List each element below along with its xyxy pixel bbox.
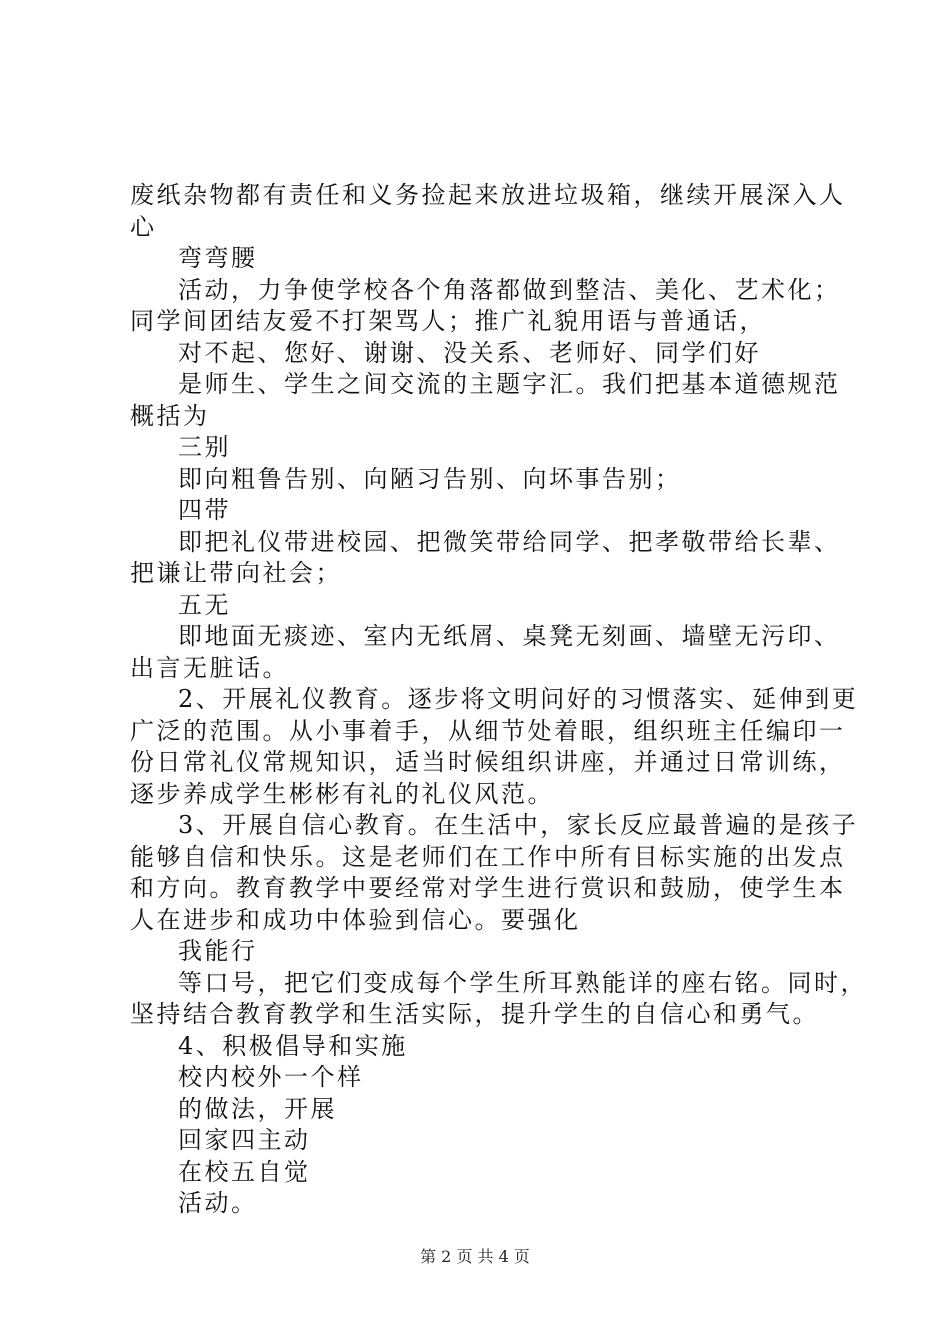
text-line: 心 — [130, 212, 157, 241]
text-line: 把谦让带向社会； — [130, 559, 342, 587]
text-line: 等口号，把它们变成每个学生所耳熟能详的座右铭。同时， — [178, 968, 867, 997]
text-line: 3、开展自信心教育。在生活中，家长反应最普遍的是孩子 — [178, 811, 859, 839]
text-line: 份日常礼仪常规知识，适当时候组织讲座，并通过日常训练， — [130, 748, 846, 776]
text-line: 概括为 — [130, 401, 210, 430]
text-line: 广泛的范围。从小事着手，从细节处着眼，组织班主任编印一 — [130, 716, 846, 745]
text-line: 4、积极倡导和实施 — [178, 1031, 408, 1060]
text-line: 活动，力争使学校各个角落都做到整洁、美化、艺术化； — [178, 275, 841, 304]
text-line: 能够自信和快乐。这是老师们在工作中所有目标实施的出发点 — [130, 842, 846, 871]
text-line: 坚持结合教育教学和生活实际，提升学生的自信心和勇气。 — [130, 1000, 819, 1028]
text-line: 弯弯腰 — [178, 244, 258, 272]
text-line: 是师生、学生之间交流的主题字汇。我们把基本道德规范 — [178, 370, 841, 398]
document-body — [130, 180, 867, 1220]
text-line: 我能行 — [178, 937, 258, 965]
page-footer: 第 2 页 共 4 页 — [420, 1247, 530, 1266]
text-line: 五无 — [178, 590, 231, 619]
text-line: 即向粗鲁告别、向陋习告别、向坏事告别； — [178, 464, 682, 493]
text-line: 废纸杂物都有责任和义务捡起来放进垃圾箱，继续开展深入人 — [130, 181, 846, 209]
text-line: 2、开展礼仪教育。逐步将文明问好的习惯落实、延伸到更 — [178, 685, 859, 713]
text-line: 三别 — [178, 433, 231, 461]
text-line: 的做法，开展 — [178, 1094, 337, 1123]
text-line: 人在进步和成功中体验到信心。要强化 — [130, 905, 581, 934]
text-line: 即把礼仪带进校园、把微笑带给同学、把孝敬带给长辈、 — [178, 527, 841, 556]
text-line: 逐步养成学生彬彬有礼的礼仪风范。 — [130, 779, 554, 808]
text-line: 校内校外一个样 — [178, 1063, 364, 1091]
text-line: 活动。 — [178, 1189, 258, 1217]
text-line: 即地面无痰迹、室内无纸屑、桌凳无刻画、墙壁无污印、 — [178, 622, 841, 650]
text-line: 同学间团结友爱不打架骂人；推广礼貌用语与普通话， — [130, 307, 766, 335]
text-line: 和方向。教育教学中要经常对学生进行赏识和鼓励，使学生本 — [130, 874, 846, 902]
text-line: 对不起、您好、谢谢、没关系、老师好、同学们好 — [178, 338, 761, 367]
text-line: 四带 — [178, 496, 231, 524]
text-line: 回家四主动 — [178, 1126, 311, 1154]
text-line: 在校五自觉 — [178, 1157, 311, 1186]
text-line: 出言无脏话。 — [130, 653, 289, 682]
